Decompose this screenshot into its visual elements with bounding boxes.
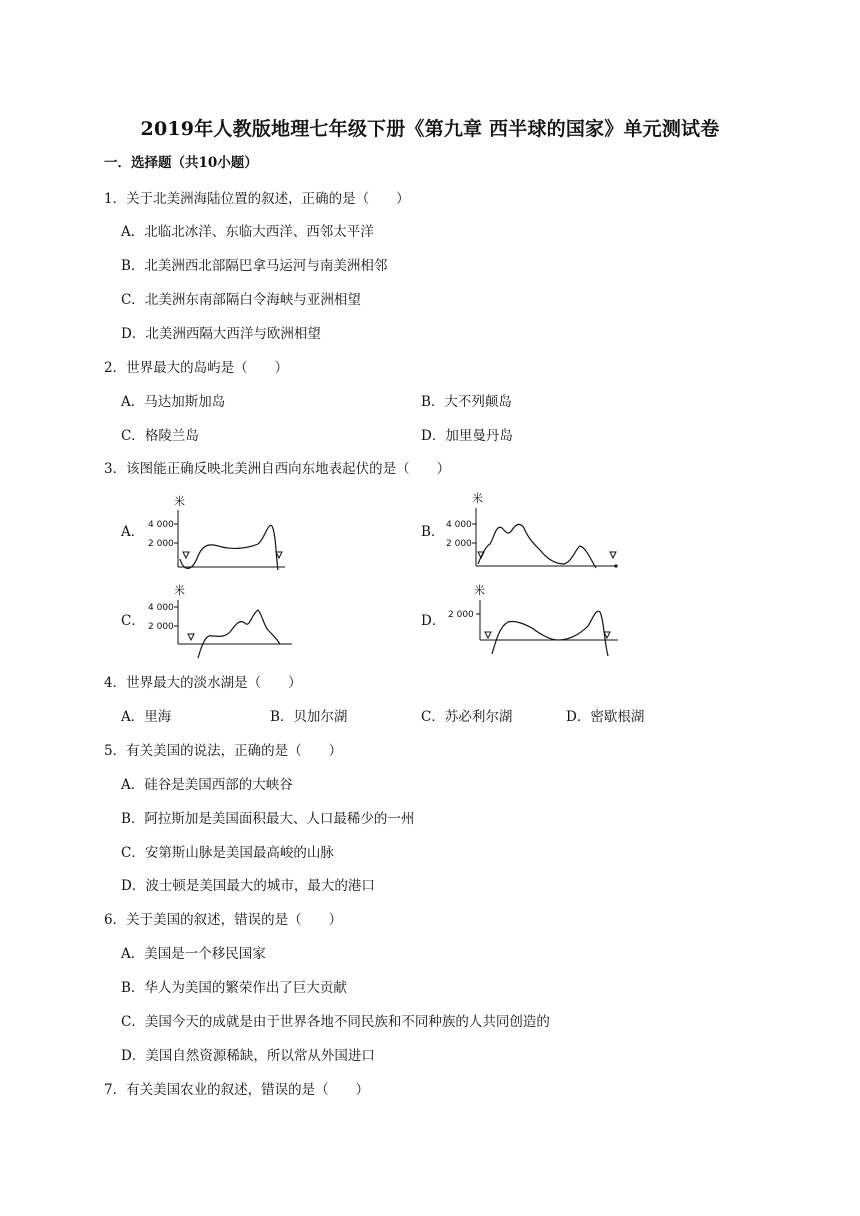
profile-figure-b [440, 488, 630, 573]
profile-figure-c [140, 580, 300, 662]
tick-2000: 2 000 [148, 539, 174, 549]
figure-b-label: B． [421, 524, 445, 540]
question-5-stem: 5．有关美国的说法，正确的是（ ） [104, 743, 343, 759]
question-5-option-a: A．硅谷是美国西部的大峡谷 [121, 777, 293, 793]
question-5-option-b: B．阿拉斯加是美国面积最大、人口最稀少的一州 [121, 811, 415, 827]
question-2-option-d: D．加里曼丹岛 [421, 428, 513, 444]
figure-c-label: C． [121, 613, 145, 629]
tick-2000: 2 000 [448, 610, 474, 620]
tick-2000: 2 000 [446, 539, 472, 549]
unit-label: 米 [174, 584, 185, 597]
question-1-option-a: A．北临北冰洋、东临大西洋、西邻太平洋 [121, 224, 374, 240]
tick-4000: 4 000 [148, 520, 174, 530]
unit-label: 米 [174, 495, 185, 508]
question-6-stem: 6．关于美国的叙述，错误的是（ ） [104, 912, 343, 928]
question-6-option-b: B．华人为美国的繁荣作出了巨大贡献 [121, 980, 347, 996]
tick-2000: 2 000 [148, 622, 174, 632]
question-6-option-a: A．美国是一个移民国家 [121, 946, 266, 962]
question-4-stem: 4．世界最大的淡水湖是（ ） [104, 675, 302, 691]
profile-figure-a [140, 492, 290, 572]
question-1-stem: 1．关于北美洲海陆位置的叙述，正确的是（ ） [104, 191, 410, 207]
section-heading: 一．选择题（共10小题） [104, 155, 258, 171]
question-6-option-d: D．美国自然资源稀缺，所以常从外国进口 [121, 1048, 375, 1064]
page-title: 2019年人教版地理七年级下册《第九章 西半球的国家》单元测试卷 [140, 118, 720, 140]
question-7-stem: 7．有关美国农业的叙述，错误的是（ ） [104, 1082, 370, 1098]
unit-label: 米 [474, 584, 485, 597]
figure-a-label: A． [121, 524, 145, 540]
question-4-option-d: D．密歇根湖 [566, 709, 645, 725]
question-3-stem: 3．该图能正确反映北美洲自西向东地表起伏的是（ ） [104, 461, 451, 477]
question-2-option-b: B．大不列颠岛 [421, 394, 512, 410]
unit-label: 米 [472, 492, 483, 505]
tick-4000: 4 000 [148, 603, 174, 613]
question-1-option-d: D．北美洲西隔大西洋与欧洲相望 [121, 326, 321, 342]
question-1-option-c: C．北美洲东南部隔白令海峡与亚洲相望 [121, 292, 361, 308]
question-5-option-d: D．波士顿是美国最大的城市，最大的港口 [121, 878, 375, 894]
figure-d-label: D． [421, 613, 446, 629]
question-4-option-a: A．里海 [121, 709, 172, 725]
question-2-option-a: A．马达加斯加岛 [121, 394, 226, 410]
question-4-option-b: B．贝加尔湖 [270, 709, 348, 725]
profile-figure-d [440, 580, 630, 664]
question-4-option-c: C．苏必利尔湖 [421, 709, 513, 725]
question-2-stem: 2．世界最大的岛屿是（ ） [104, 360, 289, 376]
question-1-option-b: B．北美洲西北部隔巴拿马运河与南美洲相邻 [121, 258, 388, 274]
tick-4000: 4 000 [446, 520, 472, 530]
question-5-option-c: C．安第斯山脉是美国最高峻的山脉 [121, 845, 334, 861]
question-2-option-c: C．格陵兰岛 [121, 428, 199, 444]
question-6-option-c: C．美国今天的成就是由于世界各地不同民族和不同种族的人共同创造的 [121, 1014, 550, 1030]
